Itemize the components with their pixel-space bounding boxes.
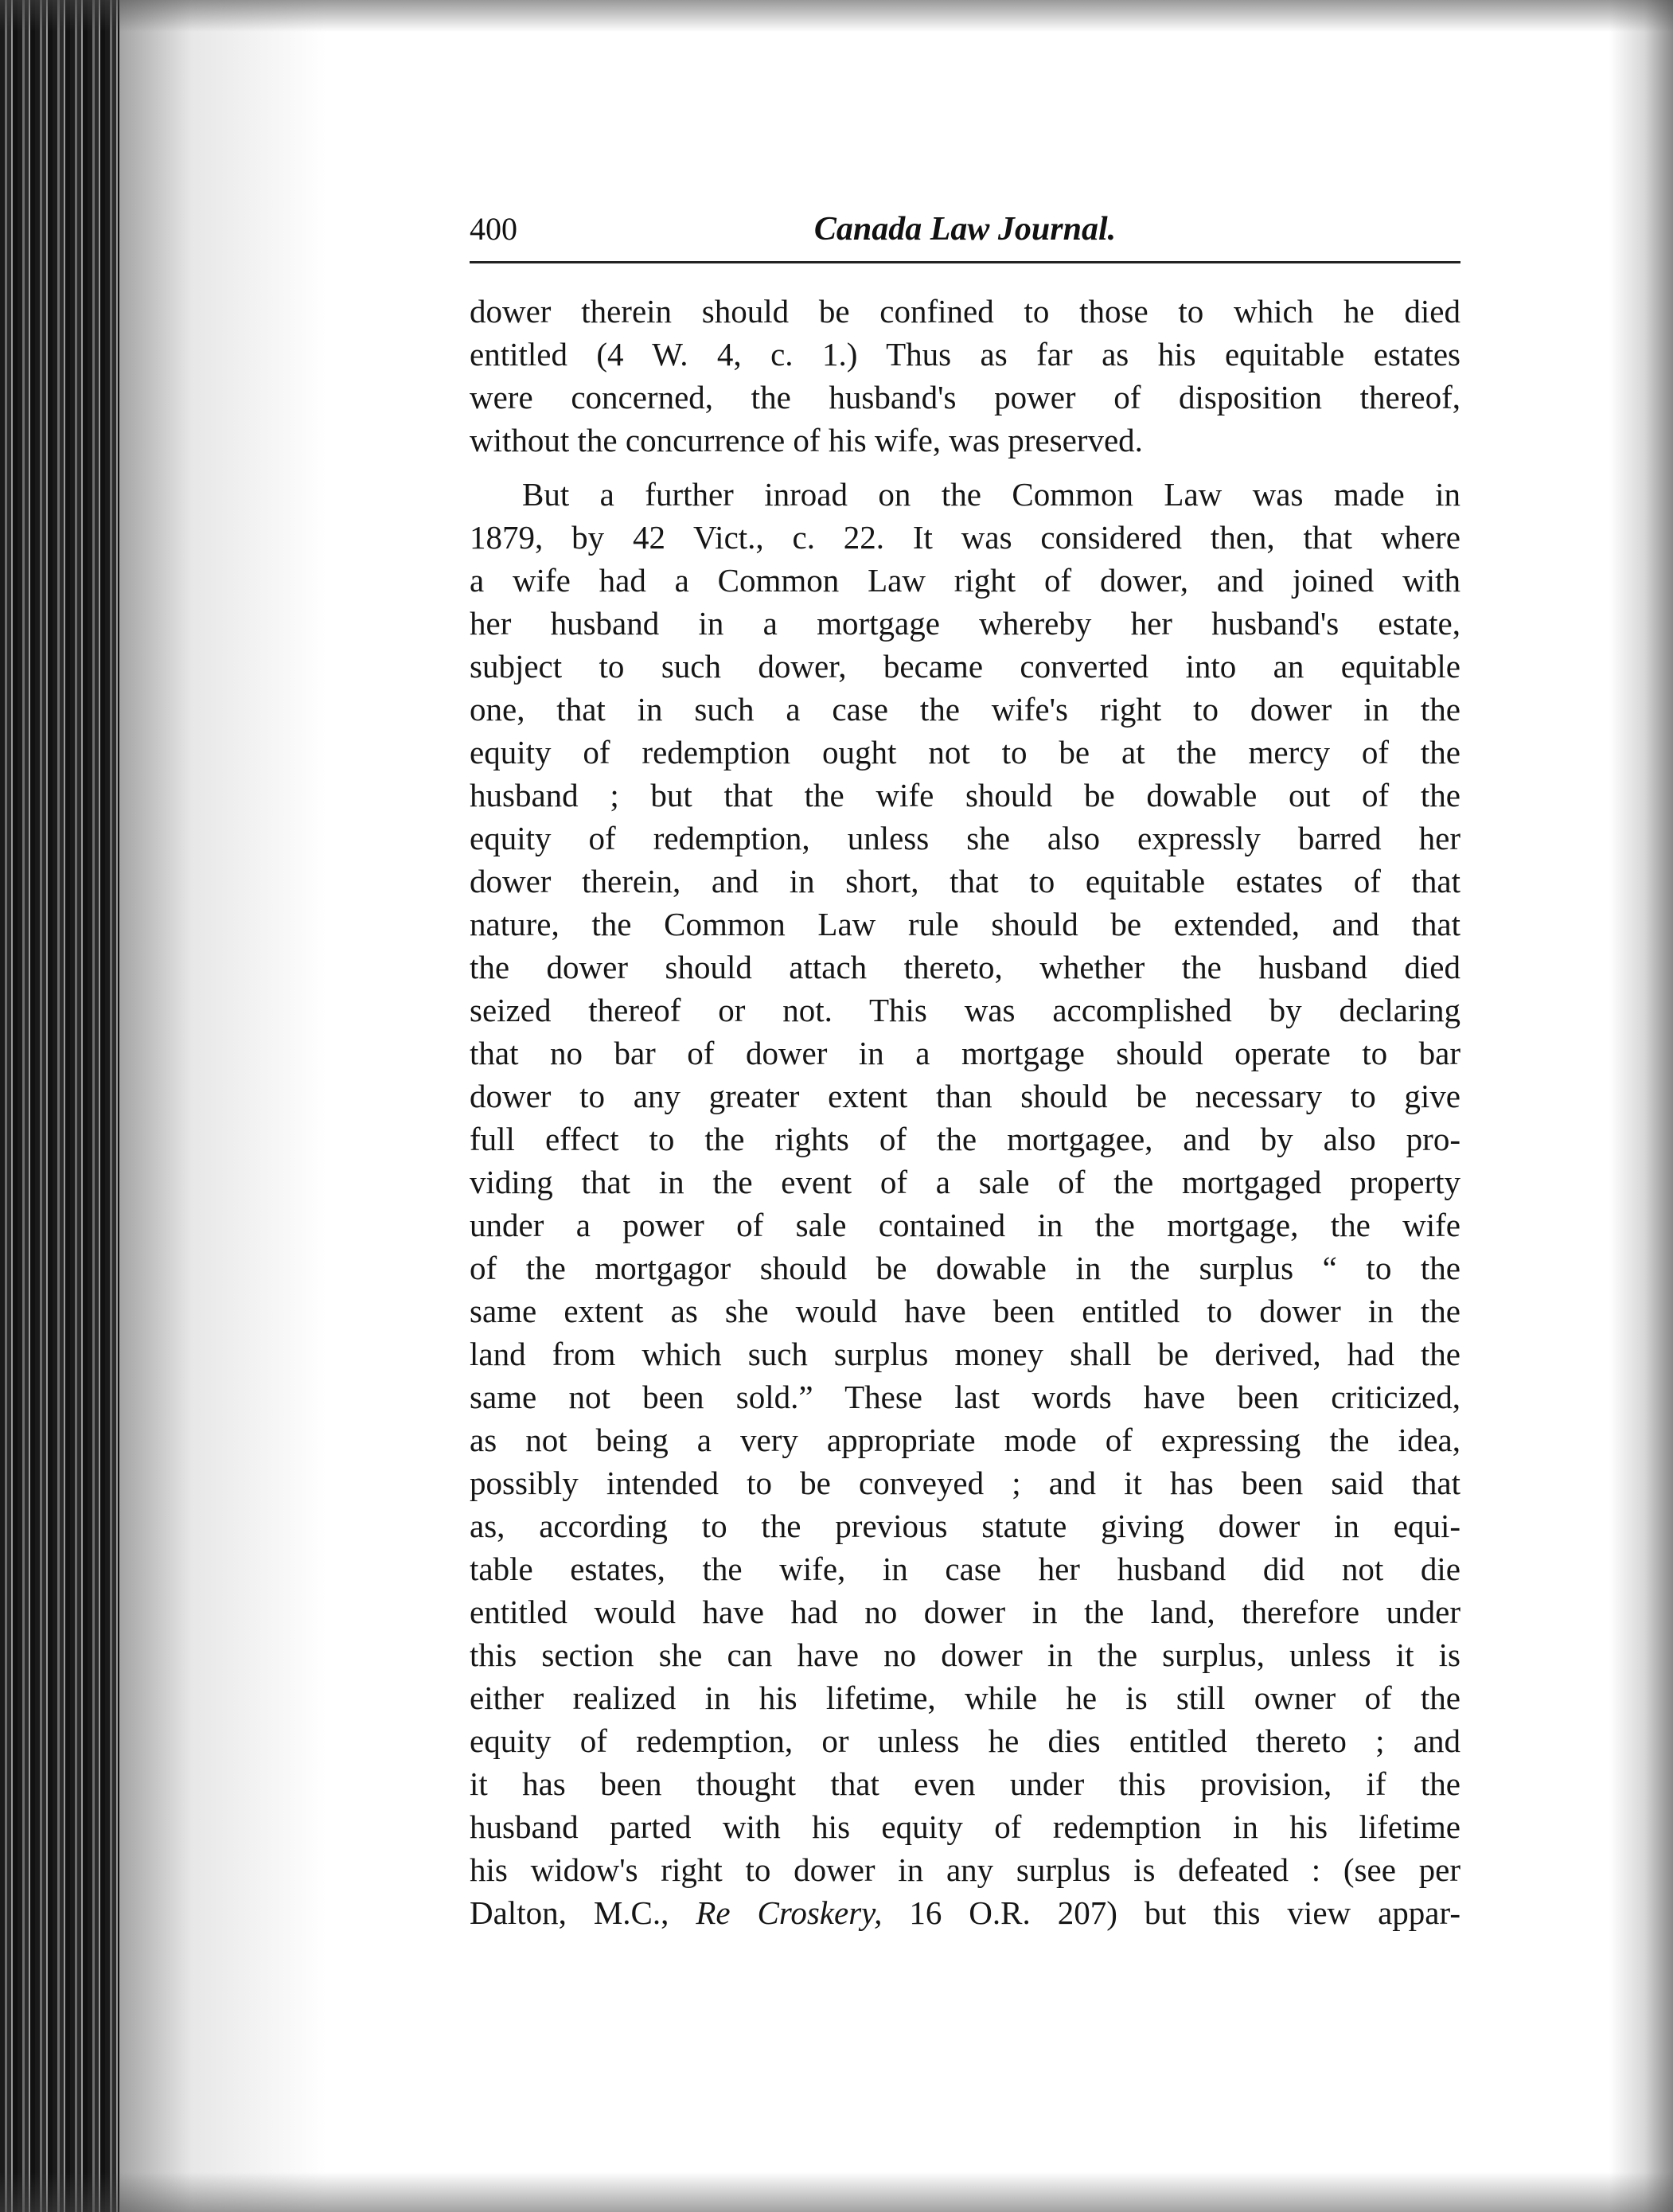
text-line: the dower should attach thereto, whether the husband died (470, 949, 1460, 985)
case-name: Re Croskery, (696, 1894, 883, 1931)
text-line: same extent as she would have been entitled to dower in the (470, 1293, 1460, 1329)
text-line: that no bar of dower in a mortgage should operate to bar (470, 1035, 1460, 1071)
text-line: viding that in the event of a sale of the mortgaged property (470, 1164, 1460, 1200)
text-fragment: 16 O.R. 207) but this view appar- (882, 1894, 1460, 1931)
text-line: entitled (4 W. 4, c. 1.) Thus as far as his equitable estates (470, 336, 1460, 373)
text-line: full effect to the rights of the mortgagee, and by also pro- (470, 1121, 1460, 1157)
text-line: entitled would have had no dower in the land, therefore under (470, 1594, 1460, 1630)
text-line: equity of redemption, unless she also expressly barred her (470, 820, 1460, 856)
page-bottom-edge (0, 2172, 1673, 2212)
binding-shadow (119, 0, 326, 2212)
text-line: this section she can have no dower in the surplus, unless it is (470, 1637, 1460, 1673)
text-line: as not being a very appropriate mode of expressing the idea, (470, 1422, 1460, 1458)
text-line: under a power of sale contained in the mortgage, the wife (470, 1207, 1460, 1243)
running-title: Canada Law Journal. (813, 211, 1117, 248)
text-line: without the concurrence of his wife, was preserved. (470, 422, 1143, 458)
text-line: were concerned, the husband's power of disposition thereof, (470, 379, 1460, 415)
paragraph-1 (470, 290, 1460, 462)
body-text (470, 290, 1460, 1934)
page-right-edge (1609, 0, 1673, 2212)
text-line: seized thereof or not. This was accomplished by declaring (470, 992, 1460, 1028)
text-line: husband parted with his equity of redemption in his lifetime (470, 1808, 1460, 1845)
text-line: a wife had a Common Law right of dower, and joined with (470, 562, 1460, 599)
text-line-with-citation (470, 1891, 1460, 1934)
text-line: her husband in a mortgage whereby her husband's estate, (470, 605, 1460, 642)
text-line: husband ; but that the wife should be dowable out of the (470, 777, 1460, 813)
paragraph-2 (470, 473, 1460, 1934)
page-header (470, 209, 1460, 258)
text-line: But a further inroad on the Common Law was made in (522, 476, 1460, 513)
text-line: nature, the Common Law rule should be extended, and that (470, 906, 1460, 942)
text-line: of the mortgagor should be dowable in the surplus “ to the (470, 1250, 1460, 1286)
text-line: equity of redemption, or unless he dies entitled thereto ; and (470, 1722, 1460, 1759)
paragraph-gap (470, 462, 1460, 473)
text-line: dower to any greater extent than should be necessary to give (470, 1078, 1460, 1114)
text-line: same not been sold.” These last words have been criticized, (470, 1379, 1460, 1415)
book-binding-edge (0, 0, 119, 2212)
text-line: land from which such surplus money shall be derived, had the (470, 1336, 1460, 1372)
page-top-edge (0, 0, 1673, 32)
text-line: 1879, by 42 Vict., c. 22. It was considered then, that where (470, 519, 1460, 556)
text-line: possibly intended to be conveyed ; and it has been said that (470, 1465, 1460, 1501)
header-rule (470, 261, 1460, 263)
text-line: as, according to the previous statute giving dower in equi- (470, 1508, 1460, 1544)
text-line: subject to such dower, became converted into an equitable (470, 648, 1460, 685)
text-line: either realized in his lifetime, while he is still owner of the (470, 1679, 1460, 1716)
text-line: dower therein should be confined to those to which he died (470, 293, 1460, 330)
text-line: it has been thought that even under this provision, if the (470, 1765, 1460, 1802)
text-line: table estates, the wife, in case her husband did not die (470, 1551, 1460, 1587)
page-number: 400 (470, 211, 517, 247)
text-line: equity of redemption ought not to be at the mercy of the (470, 734, 1460, 770)
text-fragment: Dalton, M.C., (470, 1894, 696, 1931)
text-line: one, that in such a case the wife's right to dower in the (470, 691, 1460, 728)
text-line: dower therein, and in short, that to equitable estates of that (470, 863, 1460, 899)
text-line: his widow's right to dower in any surplus is defeated : (see per (470, 1851, 1460, 1888)
